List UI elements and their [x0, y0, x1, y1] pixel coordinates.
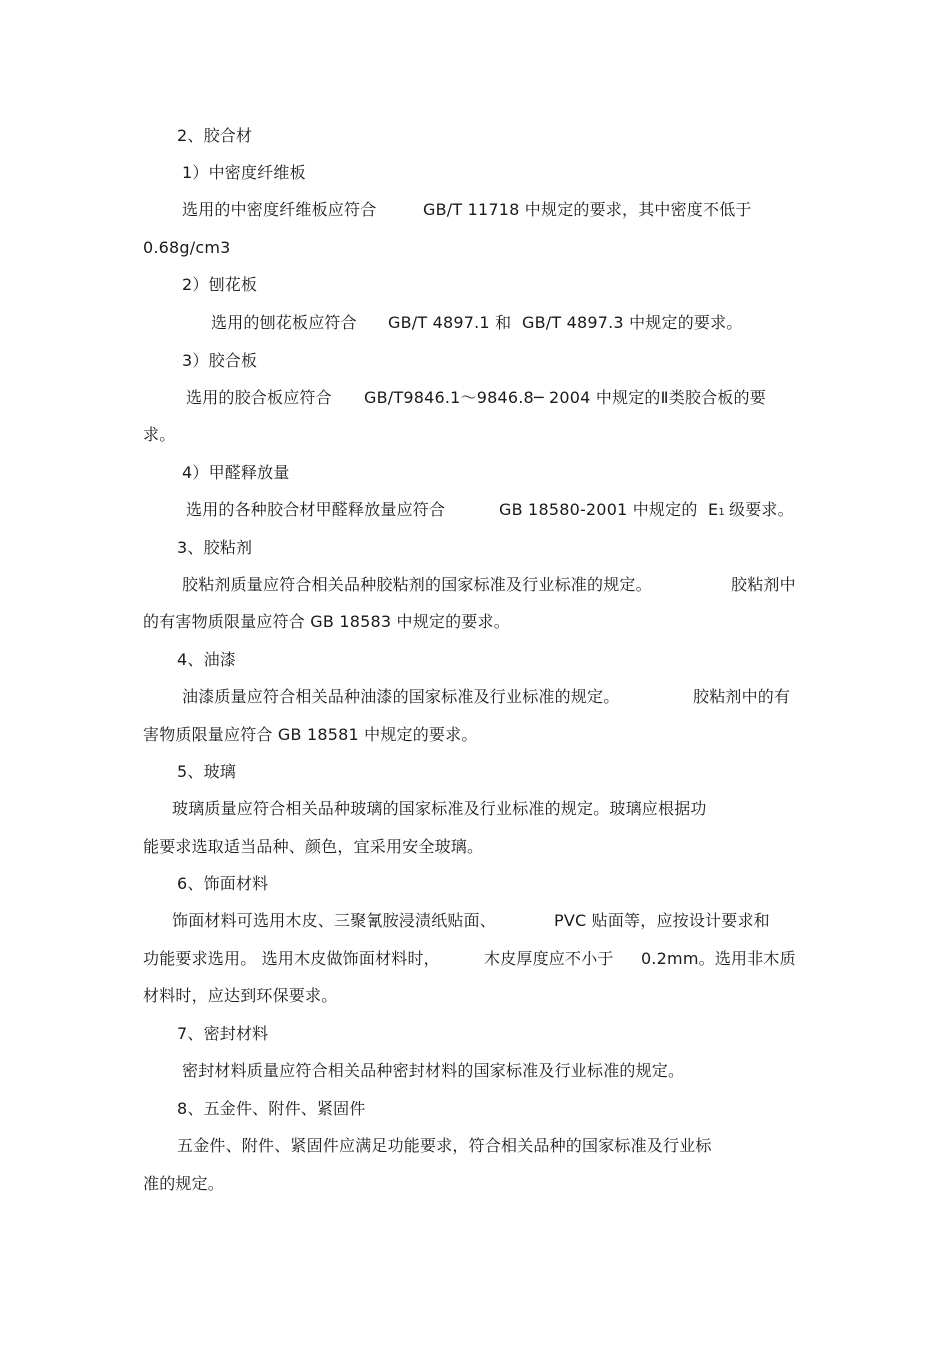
section-heading-5: 5、玻璃	[177, 762, 236, 781]
paragraph-hardware-line1: 五金件、附件、紧固件应满足功能要求，符合相关品种的国家标准及行业标	[177, 1136, 712, 1155]
paragraph-adhesive-line1b: 胶粘剂中	[731, 575, 796, 594]
paragraph-veneer-line2b: 木皮厚度应不小于	[484, 949, 614, 968]
paragraph-mdf-line1a: 选用的中密度纤维板应符合	[182, 200, 377, 219]
paragraph-paint-line1b: 胶粘剂中的有	[693, 687, 791, 706]
item-heading-mdf: 1）中密度纤维板	[182, 163, 306, 182]
section-heading-6: 6、饰面材料	[177, 874, 269, 893]
paragraph-plywood-line2: 求。	[143, 425, 176, 444]
paragraph-paint-line1a: 油漆质量应符合相关品种油漆的国家标准及行业标准的规定。	[182, 687, 620, 706]
paragraph-veneer-line1b: PVC 贴面等，应按设计要求和	[554, 911, 770, 930]
paragraph-particleboard-b: GB/T 4897.1 和	[388, 313, 512, 332]
item-heading-particleboard: 2）刨花板	[182, 275, 258, 294]
grade-e: E	[708, 500, 719, 519]
paragraph-adhesive-line1a: 胶粘剂质量应符合相关品种胶粘剂的国家标准及行业标准的规定。	[182, 575, 652, 594]
paragraph-glass-line2: 能要求选取适当品种、颜色，宜采用安全玻璃。	[143, 837, 484, 856]
paragraph-paint-line2: 害物质限量应符合 GB 18581 中规定的要求。	[143, 725, 478, 744]
paragraph-mdf-line1b: GB/T 11718 中规定的要求，其中密度不低于	[423, 200, 752, 219]
paragraph-adhesive-line2: 的有害物质限量应符合 GB 18583 中规定的要求。	[143, 612, 510, 631]
section-heading-8: 8、五金件、附件、紧固件	[177, 1099, 366, 1118]
paragraph-particleboard-c: GB/T 4897.3 中规定的要求。	[522, 313, 743, 332]
paragraph-plywood-a: 选用的胶合板应符合	[186, 388, 332, 407]
paragraph-veneer-line2c: 0.2mm。选用非木质	[641, 949, 796, 968]
section-heading-3: 3、胶粘剂	[177, 538, 253, 557]
paragraph-formaldehyde-c	[708, 500, 725, 523]
paragraph-hardware-line2: 准的规定。	[143, 1174, 225, 1193]
paragraph-veneer-line1a: 饰面材料可选用木皮、三聚氰胺浸渍纸贴面、	[172, 911, 497, 930]
paragraph-formaldehyde-a: 选用的各种胶合材甲醛释放量应符合	[186, 500, 446, 519]
item-heading-formaldehyde: 4）甲醛释放量	[182, 463, 290, 482]
section-heading-4: 4、油漆	[177, 650, 236, 669]
paragraph-formaldehyde-d: 级要求。	[729, 500, 794, 519]
paragraph-particleboard-a: 选用的刨花板应符合	[211, 313, 357, 332]
paragraph-veneer-line2a: 功能要求选用。 选用木皮做饰面材料时，	[143, 949, 440, 968]
item-heading-plywood: 3）胶合板	[182, 351, 258, 370]
grade-subscript: 1	[718, 507, 725, 518]
paragraph-formaldehyde-b: GB 18580-2001 中规定的	[499, 500, 698, 519]
section-heading-7: 7、密封材料	[177, 1024, 269, 1043]
paragraph-plywood-b: GB/T9846.1～9846.8─ 2004 中规定的Ⅱ类胶合板的要	[364, 388, 766, 407]
paragraph-glass-line1: 玻璃质量应符合相关品种玻璃的国家标准及行业标准的规定。玻璃应根据功	[172, 799, 707, 818]
paragraph-sealing-line1: 密封材料质量应符合相关品种密封材料的国家标准及行业标准的规定。	[182, 1061, 685, 1080]
paragraph-mdf-line2: 0.68g/cm3	[143, 238, 231, 257]
section-heading-2: 2、胶合材	[177, 126, 253, 145]
paragraph-veneer-line3: 材料时，应达到环保要求。	[143, 986, 338, 1005]
